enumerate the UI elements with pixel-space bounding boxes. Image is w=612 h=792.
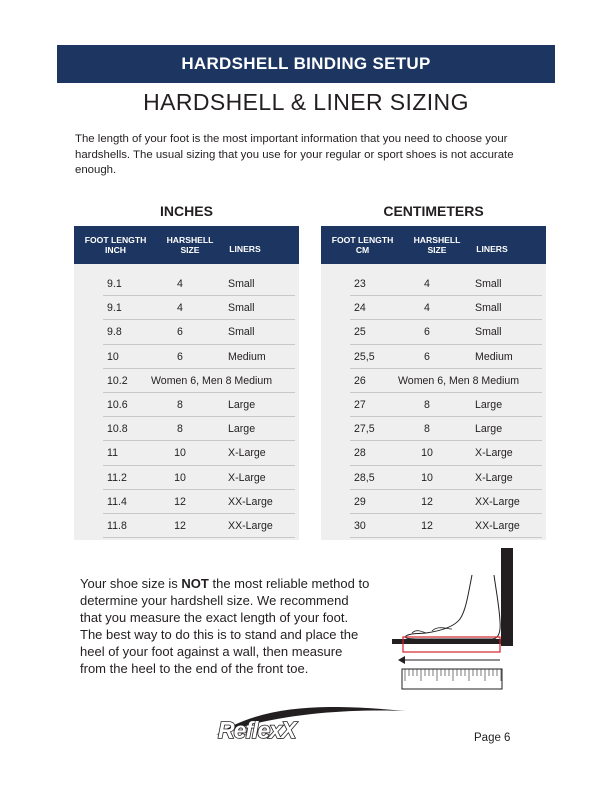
table-row	[103, 514, 295, 538]
table-row	[350, 514, 542, 538]
liner-size-cell: XX-Large	[475, 519, 520, 532]
table-row	[350, 466, 542, 490]
table-row	[350, 441, 542, 465]
liner-size-cell: Large	[228, 423, 256, 436]
not-emphasis: NOT	[181, 576, 209, 591]
liner-size-cell: XX-Large	[228, 495, 273, 508]
table-row	[103, 369, 295, 393]
header-hardshell-size: HARSHELL SIZE	[166, 235, 214, 255]
hardshell-size-cell: 12	[421, 519, 433, 532]
foot-length-cell: 29	[354, 495, 366, 508]
liner-size-cell: Small	[475, 302, 502, 315]
hardshell-size-cell: 8	[424, 423, 430, 436]
hardshell-size-cell: 10	[421, 447, 433, 460]
foot-length-cell: 25	[354, 326, 366, 339]
foot-length-cell: 10.8	[107, 423, 128, 436]
liner-size-cell: XX-Large	[228, 519, 273, 532]
hardshell-size-cell: 6	[424, 350, 430, 363]
table-row	[103, 393, 295, 417]
hardshell-size-cell: 4	[177, 278, 183, 290]
foot-length-cell: 9.1	[107, 278, 122, 290]
hardshell-size-cell: 12	[174, 495, 186, 508]
foot-length-cell: 11.2	[107, 471, 127, 484]
liner-size-cell: Medium	[475, 350, 513, 363]
table-row	[103, 345, 295, 369]
hardshell-size-cell: 10	[174, 447, 186, 460]
hardshell-size-cell: 4	[424, 302, 430, 315]
table-row	[103, 441, 295, 465]
foot-length-cell: 23	[354, 278, 366, 290]
header-liners: LINERS	[229, 244, 261, 254]
combined-size-cell: Women 6, Men 8 Medium	[398, 374, 520, 387]
hardshell-size-cell: 6	[424, 326, 430, 339]
cm-table-header	[321, 226, 546, 264]
liner-size-cell: Small	[228, 302, 255, 315]
table-row	[350, 393, 542, 417]
foot-length-cell: 10.2	[107, 374, 128, 387]
floor	[392, 639, 504, 644]
foot-length-cell: 25,5	[354, 350, 375, 363]
inches-table-header	[74, 226, 299, 264]
table-row	[103, 417, 295, 441]
page-title: HARDSHELL & LINER SIZING	[143, 89, 469, 115]
table-row	[103, 466, 295, 490]
hardshell-size-cell: 12	[421, 495, 433, 508]
foot-length-cell: 11	[107, 447, 118, 460]
foot-length-cell: 10	[107, 350, 119, 363]
foot-length-cell: 27,5	[354, 423, 375, 436]
inches-rows	[103, 272, 295, 538]
foot-length-cell: 28,5	[354, 471, 375, 484]
hardshell-size-cell: 4	[424, 278, 430, 290]
hardshell-size-cell: 8	[177, 398, 183, 411]
hardshell-size-cell: 8	[424, 398, 430, 411]
reflexx-logo	[208, 707, 408, 747]
foot-length-cell: 11.4	[107, 495, 127, 508]
table-row	[350, 490, 542, 514]
foot-length-cell: 24	[354, 302, 366, 315]
measurement-instructions: Your shoe size is NOT the most reliable method to determine your hardshell size. We recommend that you measure the exact length of your foot. The best way to do this is to stand and place the heel of your foot against a wall, then measure from the heel to the end of the front toe.	[80, 576, 370, 676]
liner-size-cell: Small	[475, 278, 502, 290]
foot-length-cell: 9.1	[107, 302, 122, 315]
inches-table	[74, 226, 299, 540]
liner-size-cell: Large	[475, 423, 503, 436]
hardshell-size-cell: 8	[177, 423, 183, 436]
header-hardshell-size: HARSHELL SIZE	[413, 235, 461, 255]
liner-size-cell: X-Large	[475, 447, 513, 460]
hardshell-size-cell: 12	[174, 519, 186, 532]
hardshell-size-cell: 10	[174, 471, 186, 484]
liner-size-cell: Large	[475, 398, 503, 411]
hardshell-size-cell: 4	[177, 302, 183, 315]
hardshell-size-cell: 6	[177, 326, 183, 339]
table-row	[103, 320, 295, 344]
foot-icon	[405, 575, 500, 639]
table-row	[350, 272, 542, 296]
wall	[501, 548, 513, 646]
hardshell-size-cell: 6	[177, 350, 183, 363]
table-row	[350, 369, 542, 393]
foot-measurement-illustration	[388, 545, 518, 695]
liner-size-cell: Large	[228, 398, 256, 411]
header-foot-length: FOOT LENGTH INCH	[84, 235, 147, 255]
liner-size-cell: Small	[228, 278, 255, 290]
table-row	[103, 296, 295, 320]
header-foot-length: FOOT LENGTH CM	[331, 235, 394, 255]
table-row	[350, 296, 542, 320]
foot-length-cell: 10.6	[107, 398, 128, 411]
liner-size-cell: XX-Large	[475, 495, 520, 508]
combined-size-cell: Women 6, Men 8 Medium	[151, 374, 273, 387]
table-row	[103, 490, 295, 514]
cm-rows	[350, 272, 542, 538]
foot-length-cell: 28	[354, 447, 366, 460]
liner-size-cell: Medium	[228, 350, 266, 363]
hardshell-size-cell: 10	[421, 471, 433, 484]
foot-length-cell: 9.8	[107, 326, 122, 339]
liner-size-cell: Small	[475, 326, 502, 339]
table-row	[350, 320, 542, 344]
foot-length-cell: 30	[354, 519, 366, 532]
cm-heading: CENTIMETERS	[383, 203, 484, 219]
table-row	[350, 345, 542, 369]
table-row	[103, 272, 295, 296]
liner-size-cell: X-Large	[475, 471, 513, 484]
logo-wordmark: ReflexX	[218, 717, 296, 743]
cm-table	[321, 226, 546, 540]
page-number: Page 6	[474, 732, 511, 744]
section-banner: HARDSHELL BINDING SETUP	[57, 45, 555, 83]
liner-size-cell: Small	[228, 326, 255, 339]
liner-size-cell: X-Large	[228, 471, 266, 484]
foot-length-cell: 26	[354, 374, 366, 387]
foot-length-cell: 11.8	[107, 519, 127, 532]
foot-length-cell: 27	[354, 398, 366, 411]
inches-heading: INCHES	[160, 203, 213, 219]
liner-size-cell: X-Large	[228, 447, 266, 460]
arrow-left-icon	[398, 656, 405, 664]
intro-paragraph: The length of your foot is the most important information that you need to choose your hardshells. The usual sizing that you use for your regular or sport shoes is not accurate enough.	[75, 133, 514, 176]
header-liners: LINERS	[476, 244, 508, 254]
table-row	[350, 417, 542, 441]
